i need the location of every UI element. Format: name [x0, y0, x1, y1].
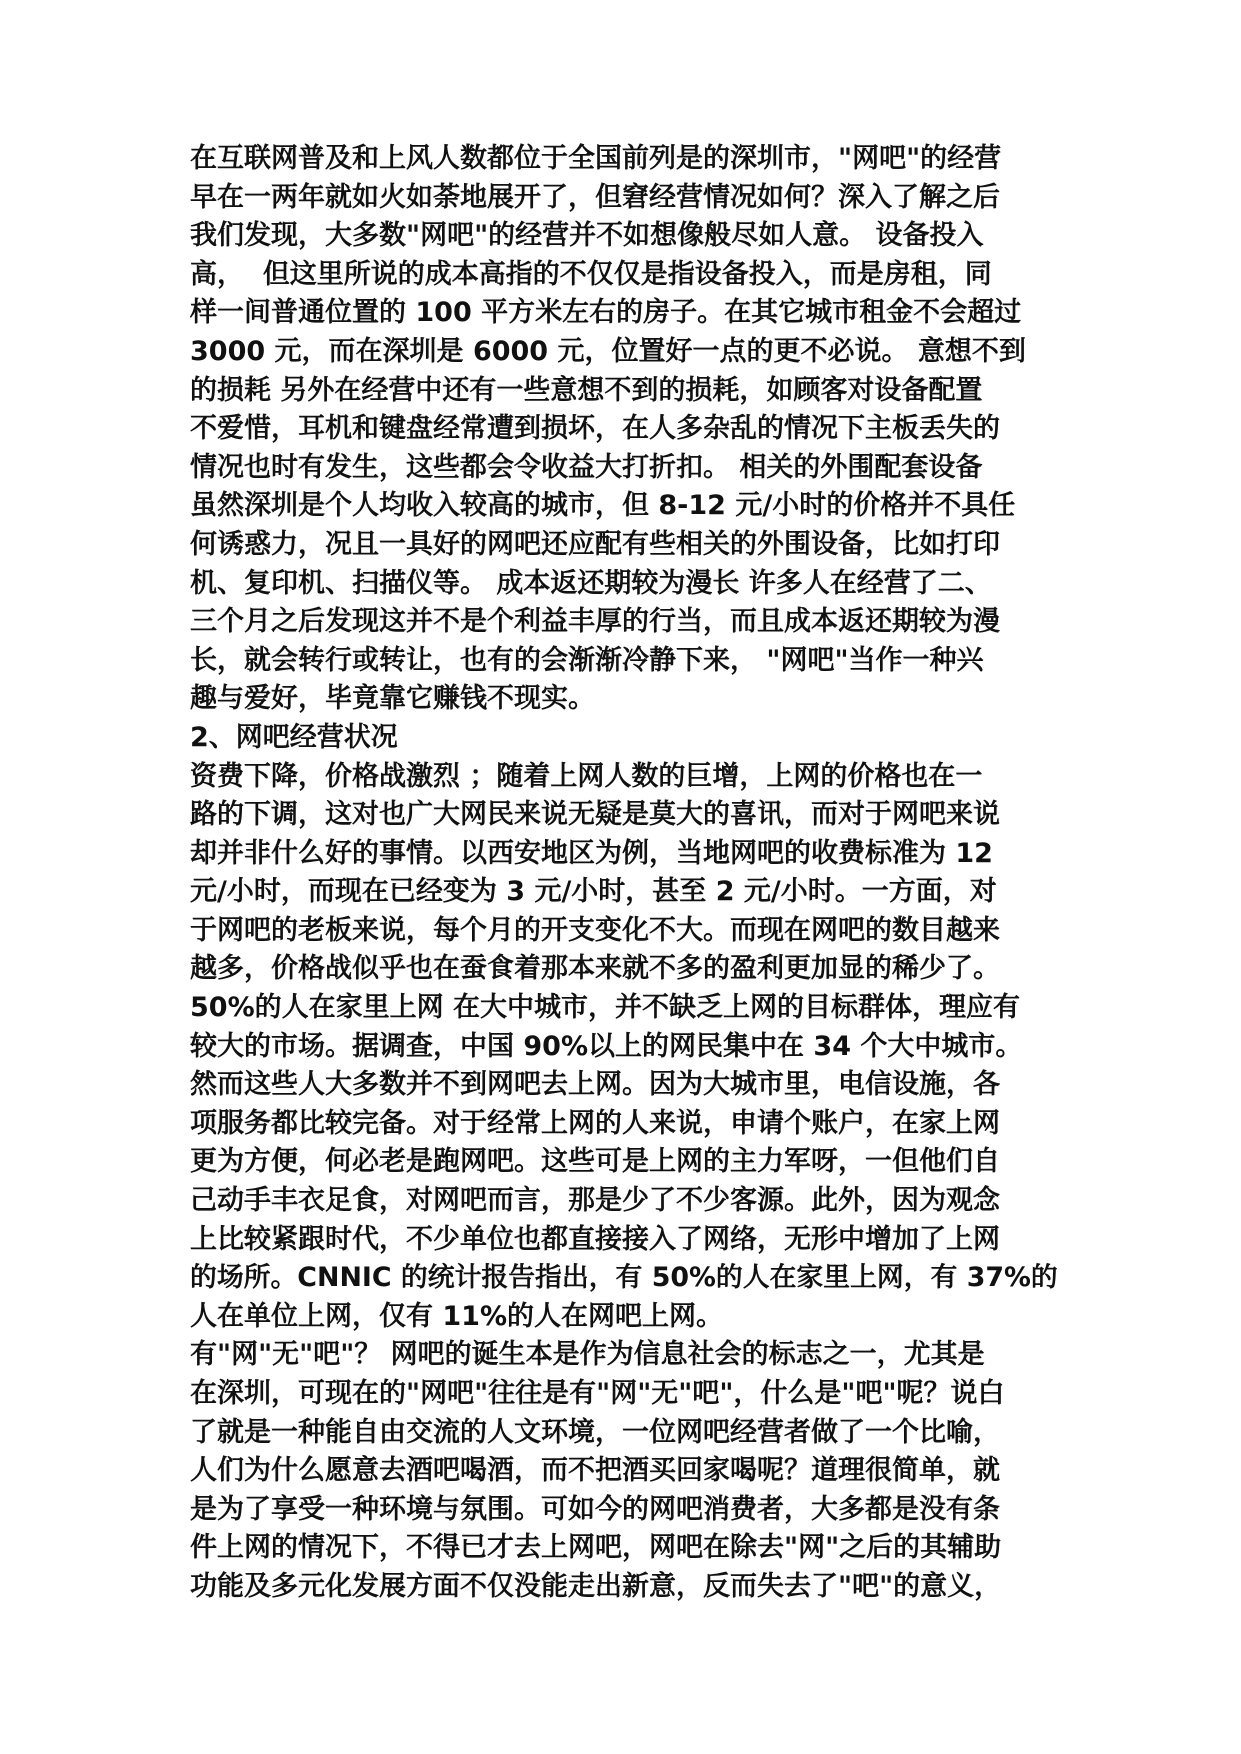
text-line: 虽然深圳是个人均收入较高的城市，但 8-12 元/小时的价格并不具任 — [190, 490, 1016, 522]
text-line: 不爱惜，耳机和键盘经常遭到损坏，在人多杂乱的情况下主板丢失的 — [190, 413, 1000, 445]
text-line: 在深圳，可现在的"网吧"往往是有"网"无"吧"，什么是"吧"呢？说白 — [190, 1378, 1005, 1409]
text-line: 较大的市场。据调查，中国 90%以上的网民集中在 34 个大中城市。 — [190, 1030, 1023, 1062]
text-line: 是为了享受一种环境与氛围。可如今的网吧消费者，大多都是没有条 — [190, 1493, 1000, 1525]
text-line: 路的下调，这对也广大网民来说无疑是莫大的喜讯，而对于网吧来说 — [190, 799, 1000, 831]
text-line: 越多，价格战似乎也在蚕食着那本来就不多的盈利更加显的稀少了。 — [190, 953, 1000, 985]
text-line: 早在一两年就如火如荼地展开了，但窘经营情况如何？深入了解之后 — [190, 181, 1000, 213]
text-line: 机、复印机、扫描仪等。 成本返还期较为漫长 许多人在经营了二、 — [190, 567, 992, 599]
text-line: 趣与爱好，毕竟靠它赚钱不现实。 — [190, 683, 595, 715]
text-line: 有"网"无"吧"？ 网吧的诞生本是作为信息社会的标志之一，尤其是 — [190, 1339, 985, 1371]
text-line: 更为方便，何必老是跑网吧。这些可是上网的主力军呀，一但他们自 — [190, 1146, 1000, 1178]
text-line: 情况也时有发生，这些都会令收益大打折扣。 相关的外围配套设备 — [190, 451, 983, 483]
text-line: 50%的人在家里上网 在大中城市，并不缺乏上网的目标群体，理应有 — [190, 992, 1021, 1024]
text-line: 了就是一种能自由交流的人文环境，一位网吧经营者做了一个比喻， — [190, 1416, 1000, 1448]
text-line: 上比较紧跟时代，不少单位也都直接接入了网络，无形中增加了上网 — [190, 1223, 1000, 1255]
section-heading: 2、网吧经营状况 — [190, 721, 398, 753]
text-line: 却并非什么好的事情。以西安地区为例，当地网吧的收费标准为 12 — [190, 837, 993, 869]
body-text — [190, 140, 1062, 1607]
text-line: 的损耗 另外在经营中还有一些意想不到的损耗，如顾客对设备配置 — [190, 374, 983, 406]
text-line: 我们发现，大多数"网吧"的经营并不如想像般尽如人意。 设备投入 — [190, 220, 984, 252]
text-line: 件上网的情况下，不得已才去上网吧，网吧在除去"网"之后的其辅助 — [190, 1532, 1002, 1564]
text-line: 长，就会转行或转让，也有的会渐渐冷静下来， "网吧"当作一种兴 — [190, 644, 984, 676]
text-line: 己动手丰衣足食，对网吧而言，那是少了不少客源。此外，因为观念 — [190, 1185, 1000, 1217]
text-line: 然而这些人大多数并不到网吧去上网。因为大城市里，电信设施，各 — [190, 1069, 1000, 1101]
text-line: 三个月之后发现这并不是个利益丰厚的行当，而且成本返还期较为漫 — [190, 606, 1000, 638]
text-line: 资费下降，价格战激烈 ；随着上网人数的巨增，上网的价格也在一 — [190, 760, 983, 792]
text-line: 功能及多元化发展方面不仅没能走出新意，反而失去了"吧"的意义， — [190, 1570, 1002, 1602]
text-line: 的场所。CNNIC 的统计报告指出，有 50%的人在家里上网，有 37%的 — [190, 1262, 1058, 1294]
text-line: 何诱惑力，况且一具好的网吧还应配有些相关的外围设备，比如打印 — [190, 528, 1000, 560]
text-line: 样一间普通位置的 100 平方米左右的房子。在其它城市租金不会超过 — [190, 297, 1022, 329]
text-line: 高， 但这里所说的成本高指的不仅仅是指设备投入，而是房租，同 — [190, 258, 992, 290]
text-line: 元/小时，而现在已经变为 3 元/小时，甚至 2 元/小时。一方面，对 — [190, 876, 997, 908]
text-line: 在互联网普及和上风人数都位于全国前列是的深圳市，"网吧"的经营 — [190, 143, 1002, 174]
text-line: 项服务都比较完备。对于经常上网的人来说，申请个账户，在家上网 — [190, 1107, 1000, 1139]
text-line: 人在单位上网，仅有 11%的人在网吧上网。 — [190, 1300, 724, 1332]
text-line: 3000 元，而在深圳是 6000 元，位置好一点的更不必说。 意想不到 — [190, 335, 1026, 367]
text-line: 于网吧的老板来说，每个月的开支变化不大。而现在网吧的数目越来 — [190, 914, 1000, 946]
text-line: 人们为什么愿意去酒吧喝酒，而不把酒买回家喝呢？道理很简单，就 — [190, 1455, 1000, 1487]
